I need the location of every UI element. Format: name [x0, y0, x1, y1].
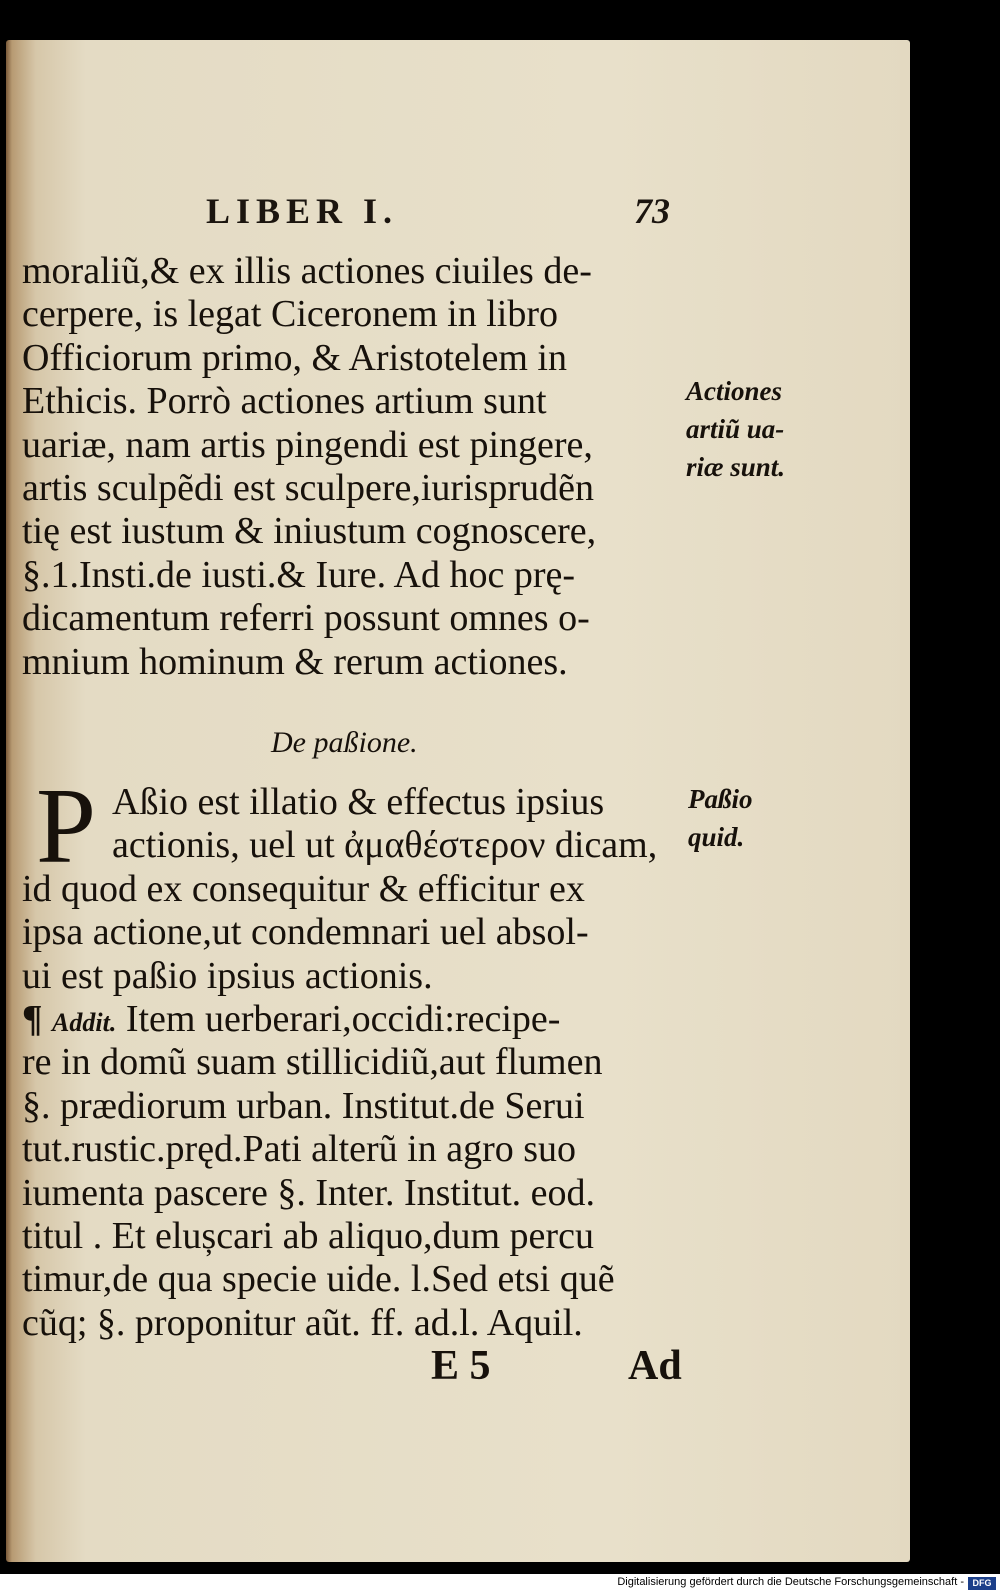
- text-line: artis sculpẽdi est sculpere,iurisprudẽn: [22, 466, 594, 509]
- text-line: timur,de qua specie uide. l.Sed etsi quẽ: [22, 1258, 615, 1301]
- text-line: §.1.Insti.de iusti.& Iure. Ad hoc prę-: [22, 553, 576, 596]
- text-line: re in domũ suam stillicidiũ,aut flumen: [22, 1041, 603, 1084]
- text-line: cerpere, is legat Ciceronem in libro: [22, 293, 559, 336]
- text-line: §. prædiorum urban. Institut.de Serui: [22, 1084, 585, 1127]
- section-heading: De paßione.: [271, 726, 418, 759]
- funding-credit: Digitalisierung gefördert durch die Deutsche Forschungsgemeinschaft -: [617, 1576, 964, 1588]
- text-line: tut.rustic.pręd.Pati alterũ in agro suo: [22, 1128, 577, 1171]
- pilcrow-mark: ¶: [22, 997, 43, 1040]
- dfg-logo-icon: DFG: [968, 1577, 996, 1590]
- text-line: actionis, uel ut ἀμαθέστερον dicam,: [112, 824, 658, 867]
- text-line: ui est paßio ipsius actionis.: [22, 954, 433, 997]
- addition-line: [22, 997, 692, 1040]
- addit-label: Addit.: [52, 1007, 117, 1037]
- text-line: mnium hominum & rerum actiones.: [22, 640, 568, 683]
- marginal-line: quid.: [688, 822, 745, 852]
- footer-bar: [0, 1574, 1000, 1594]
- signature-mark: E 5: [431, 1343, 491, 1389]
- paragraph-actions: [22, 250, 692, 684]
- marginal-line: Actiones: [686, 376, 783, 406]
- marginal-line: riæ sunt.: [686, 452, 786, 482]
- text-line: cũq; §. proponitur aũt. ff. ad.l. Aquil.: [22, 1301, 583, 1344]
- page-number: 73: [634, 191, 670, 231]
- text-line: titul . Et elușcari ab aliquo,dum percu: [22, 1214, 594, 1257]
- drop-capital: P: [36, 767, 97, 886]
- catchword: Ad: [628, 1343, 682, 1389]
- text-line: uariæ, nam artis pingendi est pingere,: [22, 423, 593, 466]
- text-line: moraliũ,& ex illis actiones ciuiles de-: [22, 250, 592, 292]
- text-line: iumenta pascere §. Inter. Institut. eod.: [22, 1171, 595, 1214]
- text-line: Officiorum primo, & Aristotelem in: [22, 336, 567, 379]
- text-line: ipsa actione,ut condemnari uel absol-: [22, 911, 589, 954]
- text-span: Item uerberari,occidi:recipe-: [125, 997, 561, 1040]
- bleed-through-text: [726, 190, 736, 234]
- marginal-line: artiũ ua-: [686, 414, 785, 444]
- marginal-line: Paßio: [688, 784, 753, 814]
- marginal-note-actions: [686, 372, 785, 486]
- running-title: LIBER I.: [206, 191, 399, 231]
- text-line: dicamentum referri possunt omnes o-: [22, 597, 590, 640]
- text-line: tię est iustum & iniustum cognoscere,: [22, 510, 597, 553]
- text-line: id quod ex consequitur & efficitur ex: [22, 867, 585, 910]
- text-line: Aßio est illatio & effectus ipsius: [112, 781, 605, 823]
- marginal-note-passion: [688, 780, 753, 856]
- text-line: Ethicis. Porrò actiones artium sunt: [22, 380, 547, 423]
- paragraph-passion: [22, 767, 692, 1344]
- book-page: [6, 40, 910, 1562]
